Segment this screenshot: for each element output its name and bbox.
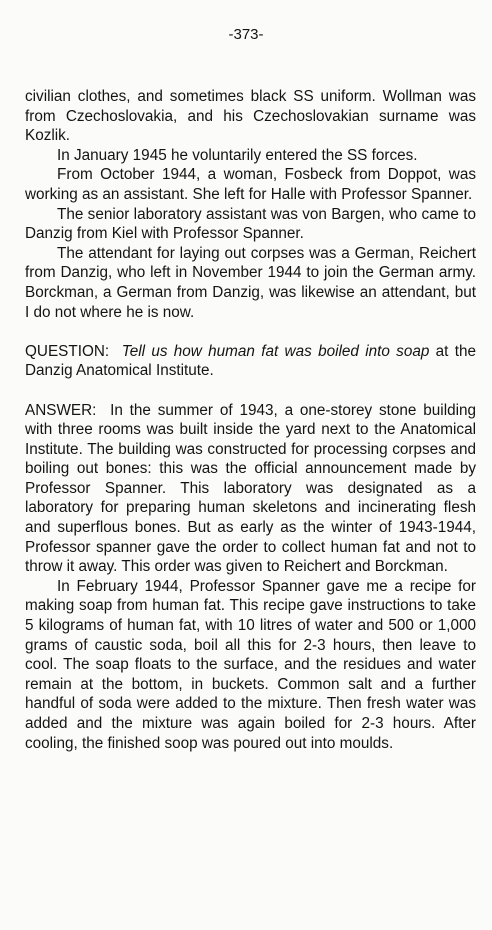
paragraph-1: civilian clothes, and sometimes black SS uniform. Wollman was from Czechoslovakia, and his Czechoslovakian surname was Kozlik. (25, 88, 476, 145)
paragraph-4: The senior laboratory assistant was von Bargen, who came to Danzig from Kiel with Professor Spanner. (25, 205, 476, 243)
answer-text: In the summer of 1943, a one-storey stone building with three rooms was built inside the yard next to the Anatomical Institute. The building was constructed for processing corpses and boiling out bones: this was the official announcement made by Professor Spanner. This laboratory was designated as a laboratory for preparing human skeletons and incinerating flesh and superflous bones. But as early as the winter of 1943-1944, Professor spanner gave the order to collect human fat and not to throw it away. This order was given to Reichert and Borckman. (25, 401, 477, 576)
paragraph-2: In January 1945 he voluntarily entered the SS forces. (57, 146, 418, 164)
paragraph-recipe: In February 1944, Professor Spanner gave me a recipe for making soap from human fat. This recipe gave instructions to take 5 kilograms of human fat, with 10 litres of water and 500 or 1,000 grams of caustic soda, boil all this for 2-3 hours, then leave to cool. The soap floats to the surface, and the residues and water remain at the bottom, in buckets. Common salt and a further handful of soda were added to the mixture. Then fresh water was added and the mixture was again boiled for 2-3 hours. After cooling, the finished soop was poured out into moulds. (25, 577, 476, 752)
paragraph-3: From October 1944, a woman, Fosbeck from Doppot, was working as an assistant. She left for Halle with Professor Spanner. (25, 166, 476, 203)
page-number: -373- (228, 26, 264, 43)
body-text (25, 87, 476, 753)
question-rest-text: at the Danzig Anatomical Institute. (25, 342, 477, 380)
question-paragraph (25, 342, 476, 381)
paragraph-5: The attendant for laying out corpses was a German, Reichert from Danzig, who left in November 1944 to join the German army. Borckman, a German from Danzig, was likewise an attendant, but I do not where he is now. (25, 244, 476, 321)
answer-label: ANSWER: (25, 401, 97, 419)
question-italic-text: Tell us how human fat was boiled into soap (121, 342, 430, 360)
answer-paragraph (25, 401, 476, 577)
question-label: QUESTION: (25, 342, 110, 360)
